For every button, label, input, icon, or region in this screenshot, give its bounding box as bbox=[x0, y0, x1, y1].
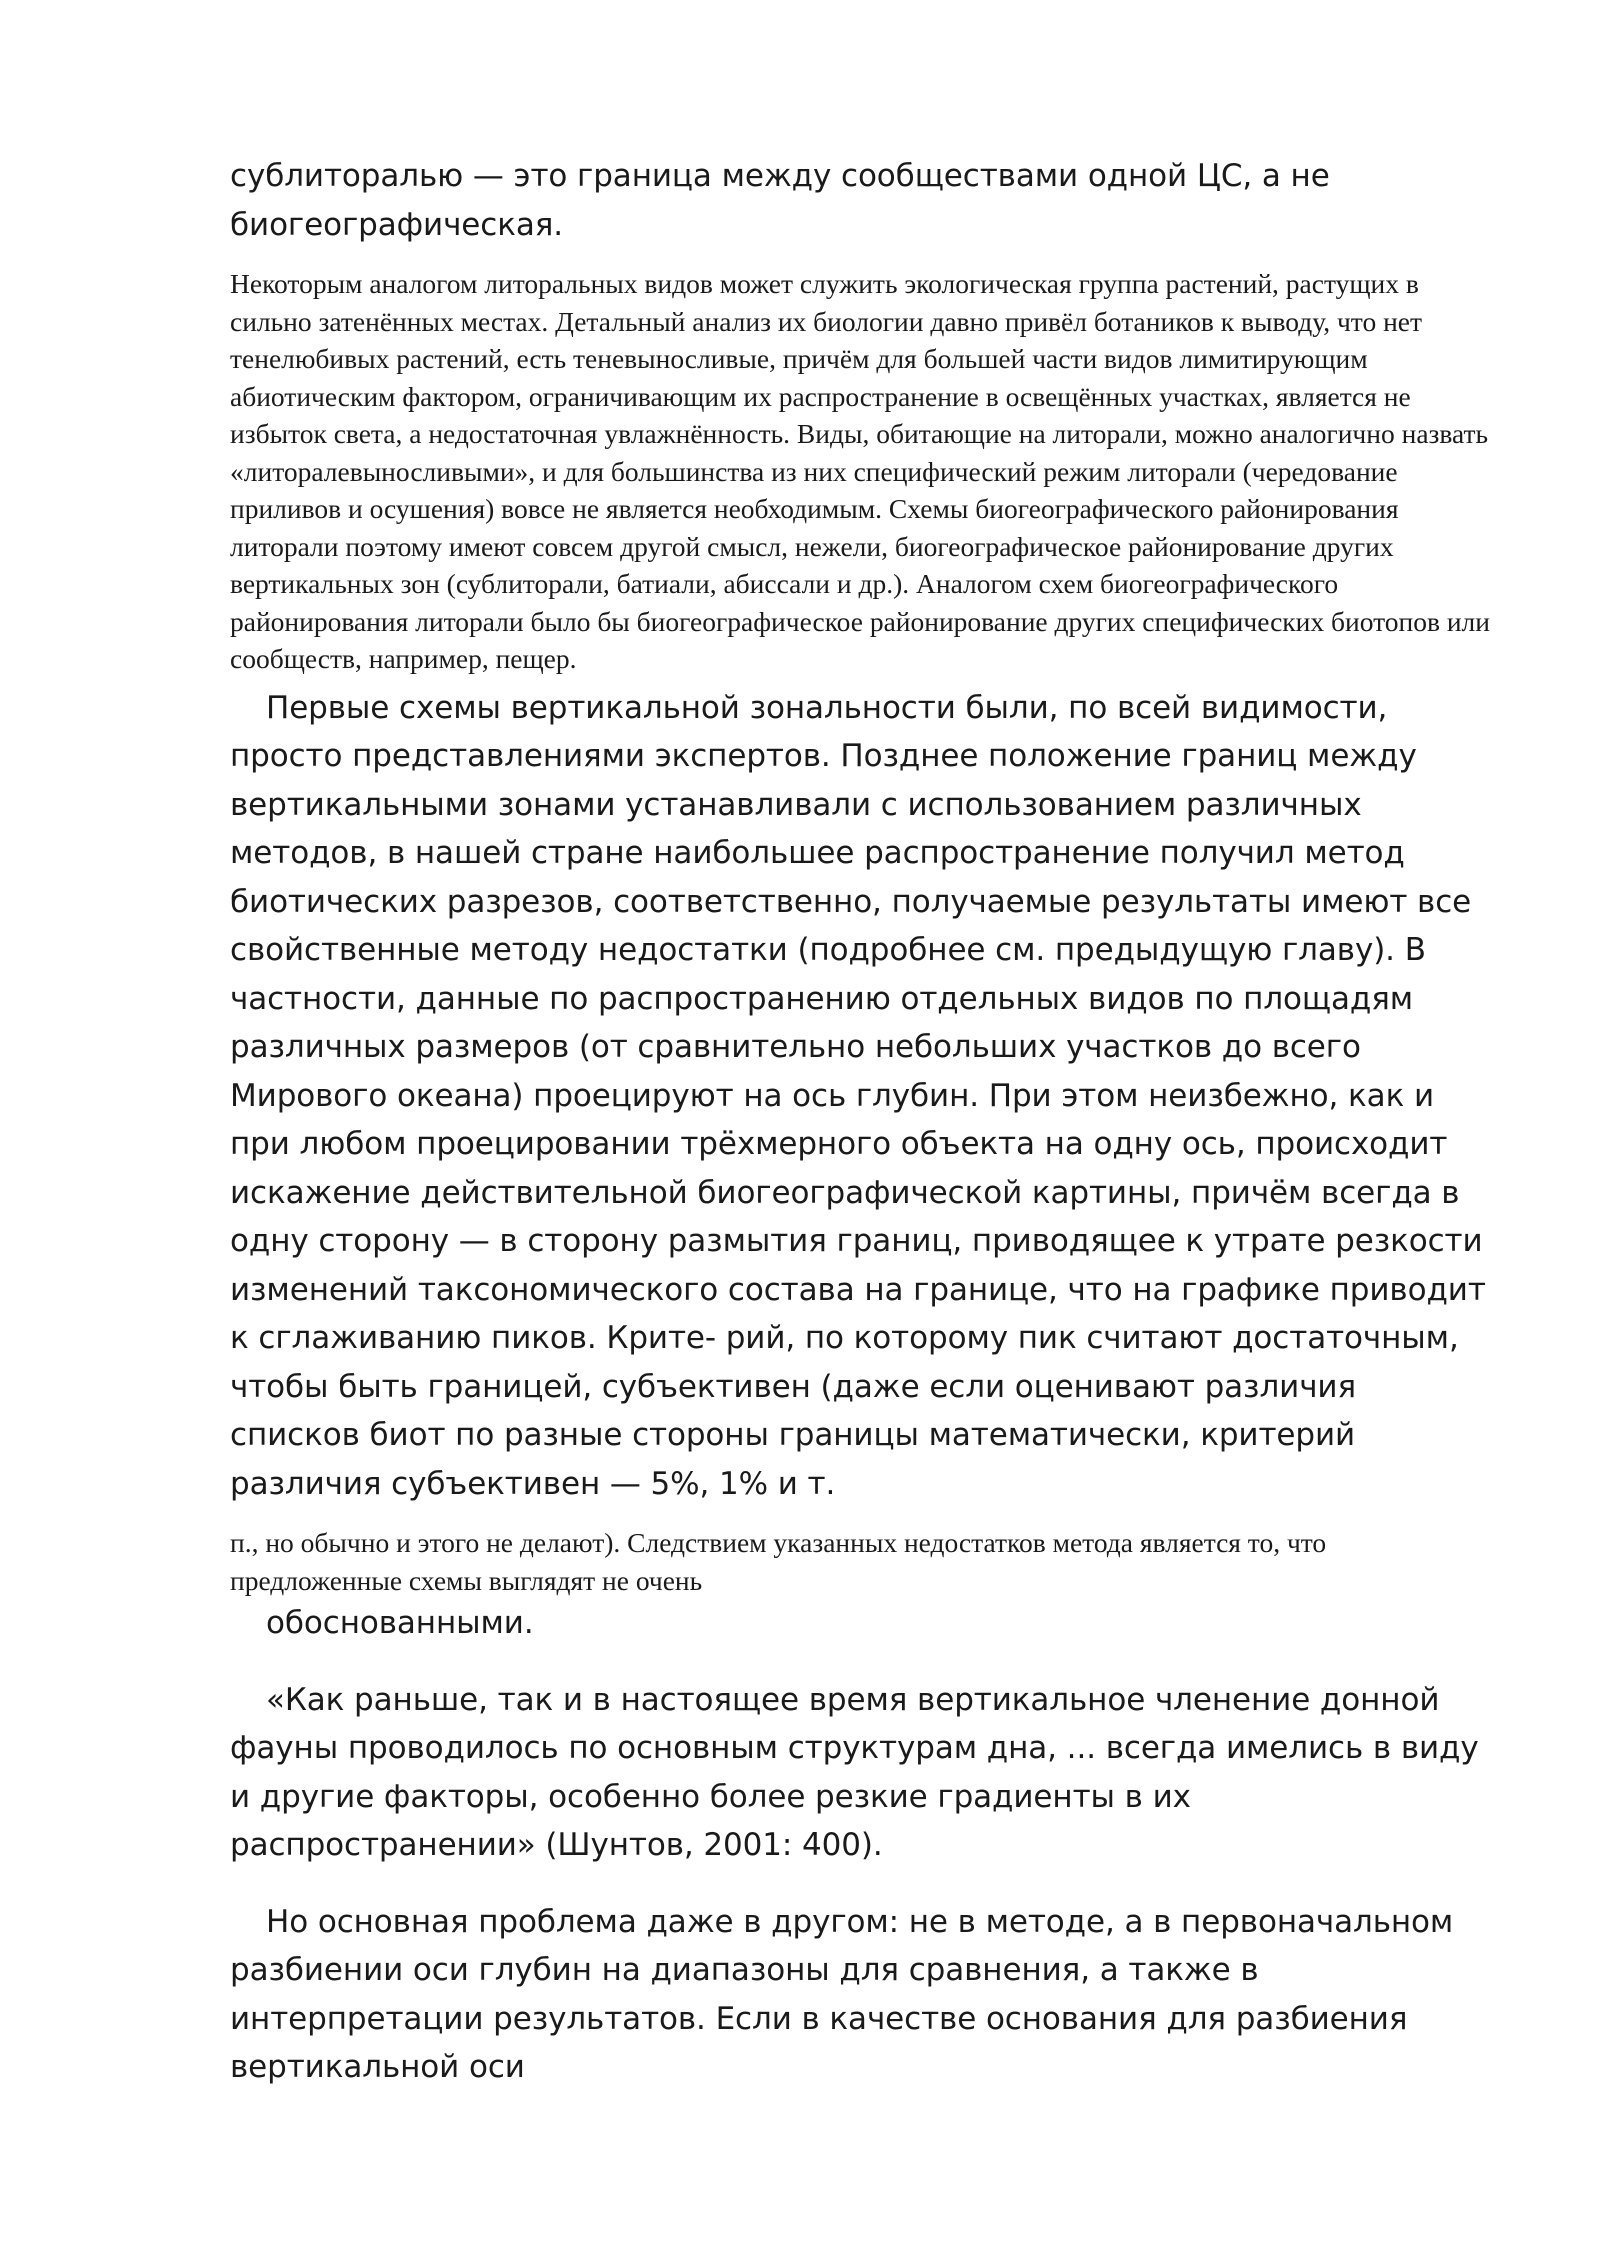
document-page bbox=[230, 152, 1490, 2092]
paragraph-continuation: сублиторалью — это граница между сообществами одной ЦС, а не биогеографическая. bbox=[230, 158, 1330, 243]
paragraph-fragment: обоснованными. bbox=[266, 1605, 534, 1641]
paragraph-main-problem: Но основная проблема даже в другом: не в методе, а в первоначальном разбиении оси глубин на диапазоны для сравнения, а также в интерпретации результатов. Если в качестве основания для разбиения вертикальной оси bbox=[230, 1903, 1454, 2085]
paragraph-method-drawbacks: п., но обычно и этого не делают). Следствием указанных недостатков метода является то, что предложенные схемы выглядят не очень bbox=[230, 1527, 1327, 1596]
paragraph-littoral-analogy: Некоторым аналогом литоральных видов может служить экологическая группа растений, растущих в сильно затенённых местах. Детальный анализ их биологии давно привёл ботаников к выводу, что нет тенелюбивых растений, есть теневыносливые, причём для большей части видов лимитирующим абиотическим фактором, ограничивающим их распространение в освещённых участках, является не избыток света, а недостаточная увлажнённость. Виды, обитающие на литорали, можно аналогично назвать «литоралевыносливыми», и для большинства из них специфический режим литорали (чередование приливов и осушения) вовсе не является необходимым. Схемы биогеографического районирования литорали поэтому имеют совсем другой смысл, нежели, биогеографическое районирование других вертикальных зон (сублиторали, батиали, абиссали и др.). Аналогом схем биогеографического районирования литорали было бы биогеографическое районирование других специфических биотопов или сообществ, например, пещер. bbox=[230, 268, 1490, 674]
paragraph-vertical-zonation: Первые схемы вертикальной зональности были, по всей видимости, просто представлениями экспертов. Позднее положение границ между вертикальными зонами устанавливали с использованием различных методов, в нашей стране наибольшее распространение получил метод биотических разрезов, соответственно, получаемые результаты имеют все свойственные методу недостатки (подробнее см. предыдущую главу). В частности, данные по распространению отдельных видов по площадям различных размеров (от сравнительно небольших участков до всего Мирового океана) проецируют на ось глубин. При этом неизбежно, как и при любом проецировании трёхмерного объекта на одну ось, происходит искажение действительной биогеографической картины, причём всегда в одну сторону — в сторону размытия границ, приводящее к утрате резкости изменений таксономического состава на границе, что на графике приводит к сглаживанию пиков. Крите- рий, по которому пик считают достаточным, чтобы быть границей, субъективен (даже если оценивают различия списков биот по разные стороны границы математически, критерий различия субъективен — 5%, 1% и т. bbox=[230, 689, 1486, 1502]
paragraph-quote: «Как раньше, так и в настоящее время вертикальное членение донной фауны проводилось по основным структурам дна, ... всегда имелись в виду и другие факторы, особенно более резкие градиенты в их распространении» (Шунтов, 2001: 400). bbox=[230, 1681, 1479, 1863]
